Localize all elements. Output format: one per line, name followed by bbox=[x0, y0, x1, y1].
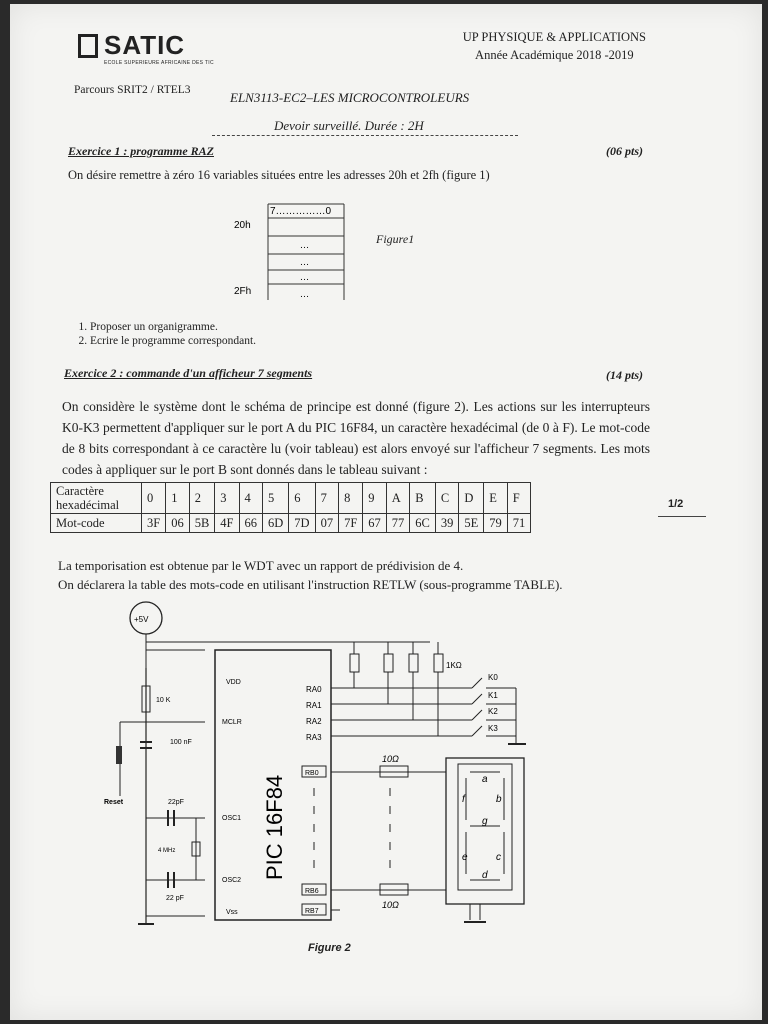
seg-g: g bbox=[482, 816, 488, 827]
cap2-label: 22 pF bbox=[166, 895, 184, 902]
table-cell: 77 bbox=[386, 514, 410, 533]
pin-mclr: MCLR bbox=[222, 719, 242, 726]
dots-4: … bbox=[300, 289, 309, 299]
exercise1-title: Exercice 1 : programme RAZ bbox=[68, 144, 214, 158]
pin-vdd: VDD bbox=[226, 679, 241, 686]
esatic-logo bbox=[78, 30, 228, 74]
resistor-icon bbox=[434, 654, 443, 672]
divider bbox=[212, 135, 518, 136]
switch-k0: K0 bbox=[488, 673, 498, 682]
table-cell: F bbox=[507, 483, 531, 514]
table-header-code: Mot-code bbox=[51, 514, 142, 533]
parcours: Parcours SRIT2 / RTEL3 bbox=[74, 84, 191, 96]
table-header-char: Caractère hexadécimal bbox=[51, 483, 142, 514]
dots-2: … bbox=[300, 257, 309, 267]
pin-ra1: RA1 bbox=[306, 701, 322, 710]
page-number: 1/2 bbox=[668, 498, 684, 510]
resistor-icon bbox=[409, 654, 418, 672]
dots-1: … bbox=[300, 240, 309, 250]
course-title: ELN3113-EC2–LES MICROCONTROLEURS bbox=[230, 90, 470, 105]
table-cell: D bbox=[459, 483, 484, 514]
supply-label: +5V bbox=[134, 615, 149, 624]
seg-e: e bbox=[462, 852, 468, 863]
switch-k3: K3 bbox=[488, 724, 498, 733]
bit-range-label: 7……………0 bbox=[270, 206, 332, 217]
table-cell: 7 bbox=[315, 483, 339, 514]
seg-c: c bbox=[496, 852, 501, 863]
exercise2-title: Exercice 2 : commande d'un afficheur 7 segments bbox=[64, 366, 313, 380]
header-right bbox=[463, 28, 646, 64]
exercise2-notes bbox=[58, 556, 563, 594]
table-cell: E bbox=[484, 483, 508, 514]
pin-ra0: RA0 bbox=[306, 685, 322, 694]
figure1-caption: Figure1 bbox=[376, 232, 415, 246]
code-table bbox=[50, 482, 531, 533]
table-cell: 1 bbox=[166, 483, 190, 514]
pin-vss: Vss bbox=[226, 909, 238, 916]
table-cell: 5 bbox=[263, 483, 289, 514]
table-cell: 07 bbox=[315, 514, 339, 533]
pin-osc1: OSC1 bbox=[222, 815, 242, 822]
seg-b: b bbox=[496, 794, 502, 805]
table-cell: 79 bbox=[484, 514, 508, 533]
table-cell: 9 bbox=[363, 483, 387, 514]
switch-k2: K2 bbox=[488, 707, 498, 716]
address-20h: 20h bbox=[234, 220, 251, 231]
resistor-icon bbox=[384, 654, 393, 672]
table-cell: 5E bbox=[459, 514, 484, 533]
exercise1-points: (06 pts) bbox=[606, 144, 643, 158]
table-cell: 3 bbox=[215, 483, 239, 514]
crystal-label: 4 MHz bbox=[158, 848, 176, 854]
table-row bbox=[51, 483, 531, 514]
figure2-schematic bbox=[90, 598, 550, 928]
table-cell: 4F bbox=[215, 514, 239, 533]
table-cell: 06 bbox=[166, 514, 190, 533]
pin-rb7: RB7 bbox=[305, 908, 319, 915]
logo-subtitle: ECOLE SUPERIEURE AFRICAINE DES TIC bbox=[104, 60, 214, 66]
cap1-label: 22pF bbox=[168, 799, 184, 806]
task-item: 1. Proposer un organigramme. bbox=[90, 320, 256, 334]
switch-k1: K1 bbox=[488, 691, 498, 700]
r-seg-top-label: 10Ω bbox=[382, 754, 399, 764]
pin-rb6: RB6 bbox=[305, 888, 319, 895]
table-cell: 8 bbox=[339, 483, 363, 514]
exercise2-points: (14 pts) bbox=[606, 368, 643, 382]
table-cell: 71 bbox=[507, 514, 531, 533]
table-cell: 67 bbox=[363, 514, 387, 533]
retlw-line: On déclarera la table des mots-code en utilisant l'instruction RETLW (sous-programme TABLE). bbox=[58, 577, 563, 592]
table-cell: 39 bbox=[435, 514, 459, 533]
table-cell: 3F bbox=[142, 514, 166, 533]
pin-ra3: RA3 bbox=[306, 733, 322, 742]
table-cell: 4 bbox=[239, 483, 263, 514]
pin-rb0: RB0 bbox=[305, 770, 319, 777]
r-seg-bottom-label: 10Ω bbox=[382, 900, 399, 910]
r-ka-label: 1KΩ bbox=[446, 661, 462, 670]
tempo-line: La temporisation est obtenue par le WDT avec un rapport de prédivision de 4. bbox=[58, 558, 464, 573]
table-cell: 66 bbox=[239, 514, 263, 533]
table-cell: B bbox=[410, 483, 436, 514]
exercise2-statement: On considère le système dont le schéma de principe est donné (figure 2). Les actions sur les interrupteurs K0-K3 permettent d'appliquer sur le port A du PIC 16F84, un caractère hexadécimal (de 0 à F). Le mot-code de 8 bits correspondant à ce caractère lu (voir tableau) est alors envoyé sur l'afficheur 7 segments. Les mots codes à appliquer sur le port B sont donnés dans le tableau suivant : bbox=[62, 399, 650, 477]
pin-osc2: OSC2 bbox=[222, 877, 242, 884]
table-cell: 7F bbox=[339, 514, 363, 533]
exercise1-statement: On désire remettre à zéro 16 variables situées entre les adresses 20h et 2fh (figure 1) bbox=[68, 168, 490, 182]
figure1-memory-diagram bbox=[222, 200, 362, 304]
chip-label: PIC 16F84 bbox=[262, 774, 287, 880]
page-number-underline bbox=[658, 516, 706, 517]
table-row bbox=[51, 514, 531, 533]
department: UP PHYSIQUE & APPLICATIONS bbox=[462, 30, 646, 44]
table-cell: A bbox=[386, 483, 410, 514]
academic-year: Année Académique 2018 -2019 bbox=[475, 48, 634, 62]
seg-d: d bbox=[482, 870, 488, 881]
address-2fh: 2Fh bbox=[234, 286, 252, 297]
dots-3: … bbox=[300, 272, 309, 282]
exercise1-tasks bbox=[68, 320, 256, 348]
resistor-icon bbox=[350, 654, 359, 672]
table-cell: 0 bbox=[142, 483, 166, 514]
logo-text: SATIC bbox=[104, 30, 186, 60]
task-item: 2. Ecrire le programme correspondant. bbox=[90, 334, 256, 348]
exam-sheet bbox=[10, 4, 762, 1020]
r-pullup-label: 10 K bbox=[156, 697, 171, 704]
table-cell: 2 bbox=[189, 483, 215, 514]
seg-f: f bbox=[462, 794, 465, 805]
table-cell: 5B bbox=[189, 514, 215, 533]
reset-switch-icon bbox=[116, 746, 122, 764]
reset-label: Reset bbox=[104, 799, 124, 806]
table-cell: C bbox=[435, 483, 459, 514]
table-cell: 6C bbox=[410, 514, 436, 533]
cap-mclr-label: 100 nF bbox=[170, 739, 192, 746]
table-cell: 6D bbox=[263, 514, 289, 533]
exam-duration: Devoir surveillé. Durée : 2H bbox=[274, 118, 424, 133]
pin-ra2: RA2 bbox=[306, 717, 322, 726]
logo-mark-icon bbox=[78, 34, 98, 58]
figure2-caption: Figure 2 bbox=[308, 942, 351, 954]
table-cell: 6 bbox=[289, 483, 315, 514]
table-cell: 7D bbox=[289, 514, 315, 533]
seg-a: a bbox=[482, 774, 488, 785]
